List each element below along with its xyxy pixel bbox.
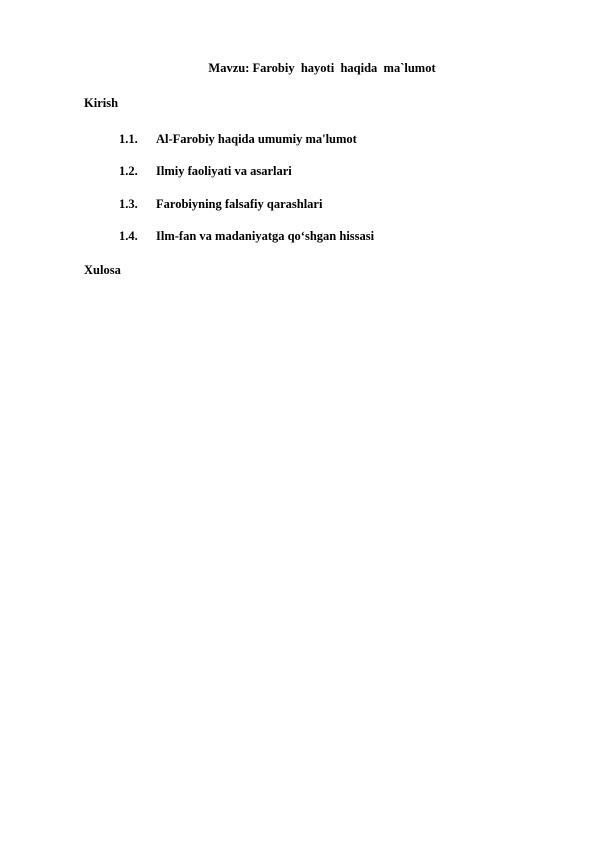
toc-item-number: 1.1. — [119, 132, 138, 146]
toc-item-text: Al-Farobiy haqida umumiy ma'lumot — [156, 132, 357, 146]
toc-item — [119, 228, 374, 244]
page-title: Mavzu: Farobiy hayoti haqida ma`lumot — [208, 61, 436, 75]
toc-item-text: Ilm-fan va madaniyatga qo‘shgan hissasi — [156, 229, 375, 243]
intro-heading: Kirish — [84, 96, 119, 110]
conclusion-heading: Xulosa — [84, 263, 121, 277]
toc-item-number: 1.3. — [119, 197, 138, 211]
toc-item-text: Ilmiy faoliyati va asarlari — [156, 164, 292, 178]
toc-item — [119, 163, 292, 179]
toc-item-text: Farobiyning falsafiy qarashlari — [156, 197, 323, 211]
toc-item — [119, 196, 322, 212]
toc-item-number: 1.4. — [119, 229, 138, 243]
toc-item — [119, 131, 357, 147]
toc-item-number: 1.2. — [119, 164, 138, 178]
